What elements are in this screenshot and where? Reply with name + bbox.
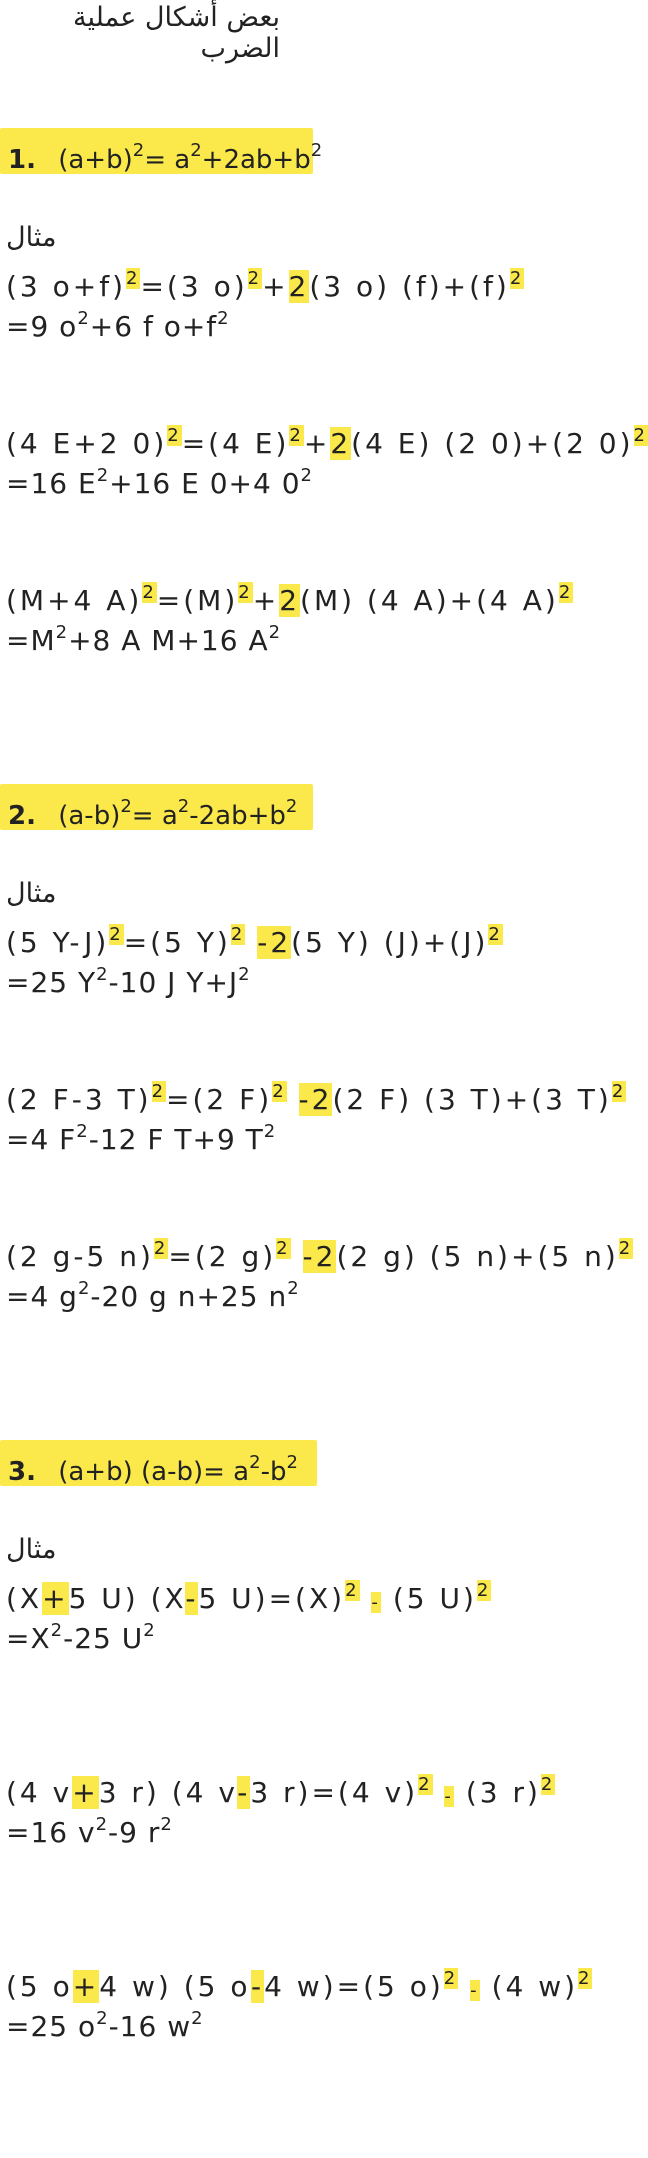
expression: (5 Y) (J)+(J) (291, 926, 489, 959)
formula-lhs: (a+b) (a-b)= (58, 1457, 225, 1487)
exponent: 2 (418, 1774, 433, 1795)
example-2-2-result (6, 1121, 276, 1156)
result: =16 E (6, 467, 97, 500)
formula-number: 1. (8, 145, 36, 175)
example-3-1-result (6, 1620, 156, 1655)
operator: + (303, 427, 331, 460)
exponent: 2 (230, 924, 246, 945)
expression: =(3 o) (140, 270, 248, 303)
expression: 4 w)=(5 o) (264, 1970, 444, 2003)
expression: =(2 F) (166, 1083, 273, 1116)
exponent: 2 (55, 622, 69, 643)
exponent: 2 (286, 1452, 298, 1473)
example-label: مثال (6, 222, 57, 253)
operator: + (72, 1776, 99, 1809)
expression: 4 w) (5 o (99, 1970, 251, 2003)
result: =4 F (6, 1123, 77, 1156)
exponent: 2 (476, 1580, 492, 1601)
formula-lhs: (a-b) (58, 801, 121, 831)
expression: (4 E) (2 0)+(2 0) (351, 427, 634, 460)
expression: (4 v (6, 1776, 73, 1809)
example-1-2-result (6, 465, 313, 500)
expression: (4 w) (491, 1970, 579, 2003)
result: -20 g n+25 n (90, 1280, 288, 1313)
exponent: 2 (300, 465, 313, 486)
example-2-3-result (6, 1278, 300, 1313)
expression: (M) (4 A)+(4 A) (300, 584, 559, 617)
operator: + (262, 270, 289, 303)
formula-number: 2. (8, 801, 36, 831)
exponent: 2 (120, 796, 132, 817)
exponent: 2 (132, 140, 145, 161)
formula-3 (0, 1440, 317, 1486)
example-2-1-line (6, 924, 503, 959)
formula-rhs: a (174, 145, 191, 175)
expression: =(2 g) (168, 1240, 277, 1273)
exponent: 2 (263, 1121, 277, 1142)
result: -25 U (63, 1622, 144, 1655)
expression: (2 g-5 n) (6, 1240, 154, 1273)
example-2-2-line (6, 1081, 626, 1116)
exponent: 2 (633, 425, 648, 446)
formula-2 (0, 784, 313, 830)
coefficient: 2 (279, 584, 301, 617)
example-3-2-line (6, 1774, 555, 1809)
expression: (2 g) (5 n)+(5 n) (336, 1240, 619, 1273)
example-2-3-line (6, 1238, 633, 1273)
exponent: 2 (96, 465, 110, 486)
exponent: 2 (50, 1620, 64, 1641)
expression: =(5 Y) (123, 926, 231, 959)
exponent: 2 (143, 1620, 156, 1641)
exponent: 2 (238, 964, 251, 985)
exponent: 2 (217, 308, 230, 329)
operator: + (72, 1970, 100, 2003)
example-label: مثال (6, 878, 57, 909)
expression: 3 r) (4 v (98, 1776, 238, 1809)
expression: (X (6, 1582, 43, 1615)
expression: 5 U)=(X) (198, 1582, 346, 1615)
expression: 5 U) (X (68, 1582, 186, 1615)
operator: + (252, 584, 280, 617)
result: =X (6, 1622, 51, 1655)
expression: (5 U) (392, 1582, 477, 1615)
formula-number: 3. (8, 1457, 36, 1487)
exponent: 2 (249, 1452, 261, 1473)
exponent: 2 (96, 964, 109, 985)
coefficient: 2 (288, 270, 310, 303)
coefficient: -2 (257, 926, 292, 959)
exponent: 2 (77, 308, 90, 329)
expression: (M+4 A) (6, 584, 143, 617)
example-3-3-result (6, 2008, 204, 2043)
exponent: 2 (160, 1814, 173, 1835)
coefficient: -2 (302, 1240, 337, 1273)
exponent: 2 (268, 622, 282, 643)
equals-sign: = (131, 801, 154, 831)
result: =25 Y (6, 966, 97, 999)
exponent: 2 (272, 1081, 287, 1102)
expression: (4 E+2 0) (6, 427, 168, 460)
exponent: 2 (276, 1238, 291, 1259)
expression: (3 r) (465, 1776, 541, 1809)
exponent: 2 (488, 924, 503, 945)
equals-sign: = (144, 145, 166, 175)
result: +8 A M+16 A (68, 624, 269, 657)
exponent: 2 (618, 1238, 634, 1259)
exponent: 2 (190, 140, 202, 161)
coefficient: -2 (298, 1083, 333, 1116)
exponent: 2 (443, 1968, 459, 1989)
exponent: 2 (77, 1278, 91, 1299)
expression: (5 Y-J) (6, 926, 110, 959)
example-label: مثال (6, 1534, 57, 1565)
result: =25 o (6, 2010, 97, 2043)
expression: (3 o) (f)+(f) (309, 270, 510, 303)
example-1-3-result (6, 622, 281, 657)
exponent: 2 (191, 2008, 204, 2029)
exponent: 2 (109, 924, 124, 945)
result: -9 r (108, 1816, 161, 1849)
exponent: 2 (96, 2008, 109, 2029)
expression: (5 o (6, 1970, 73, 2003)
example-3-2-result (6, 1814, 173, 1849)
exponent: 2 (345, 1580, 360, 1601)
page-title: بعض أشكال عملية الضرب (73, 2, 280, 64)
exponent: 2 (126, 268, 141, 289)
result: +16 E 0+4 0 (109, 467, 301, 500)
formula-rhs: a (233, 1457, 250, 1487)
exponent: 2 (247, 268, 263, 289)
example-2-1-result (6, 964, 251, 999)
result: =4 g (6, 1280, 78, 1313)
result: =M (6, 624, 56, 657)
result: -12 F T+9 T (88, 1123, 264, 1156)
formula-rhs: -2ab+b (189, 801, 286, 831)
operator: - (250, 1970, 265, 2003)
exponent: 2 (287, 1278, 300, 1299)
operator: + (42, 1582, 69, 1615)
expression: (3 o+f) (6, 270, 127, 303)
exponent: 2 (177, 796, 190, 817)
formula-rhs: -b (260, 1457, 287, 1487)
example-3-1-line (6, 1580, 491, 1615)
exponent: 2 (310, 140, 323, 161)
example-1-3-line (6, 582, 573, 617)
expression: (2 F-3 T) (6, 1083, 152, 1116)
exponent: 2 (285, 796, 298, 817)
operator: - (371, 1592, 381, 1613)
example-1-2-line (6, 425, 648, 460)
result: =9 o (6, 310, 78, 343)
result: -16 w (108, 2010, 192, 2043)
formula-rhs: +2ab+b (201, 145, 311, 175)
exponent: 2 (167, 425, 182, 446)
exponent: 2 (76, 1121, 89, 1142)
result: -10 J Y+J (108, 966, 239, 999)
operator: - (444, 1786, 454, 1807)
operator: - (237, 1776, 251, 1809)
exponent: 2 (611, 1081, 627, 1102)
expression: =(M) (156, 584, 239, 617)
formula-lhs: (a+b) (58, 145, 133, 175)
operator: - (470, 1980, 480, 2001)
formula-1 (0, 128, 323, 175)
example-1-1-result (6, 308, 230, 343)
example-3-3-line (6, 1968, 592, 2003)
exponent: 2 (95, 1814, 109, 1835)
operator: - (185, 1582, 199, 1615)
exponent: 2 (540, 1774, 556, 1795)
exponent: 2 (578, 1968, 593, 1989)
expression: (2 F) (3 T)+(3 T) (332, 1083, 612, 1116)
coefficient: 2 (330, 427, 352, 460)
expression: 3 r)=(4 v) (250, 1776, 419, 1809)
expression: =(4 E) (181, 427, 290, 460)
exponent: 2 (153, 1238, 169, 1259)
exponent: 2 (238, 582, 253, 603)
exponent: 2 (509, 268, 525, 289)
result: =16 v (6, 1816, 96, 1849)
exponent: 2 (151, 1081, 167, 1102)
result: +6 f o+f (89, 310, 218, 343)
exponent: 2 (142, 582, 157, 603)
exponent: 2 (558, 582, 574, 603)
example-1-1-line (6, 268, 524, 303)
exponent: 2 (289, 425, 304, 446)
formula-rhs: a (161, 801, 178, 831)
